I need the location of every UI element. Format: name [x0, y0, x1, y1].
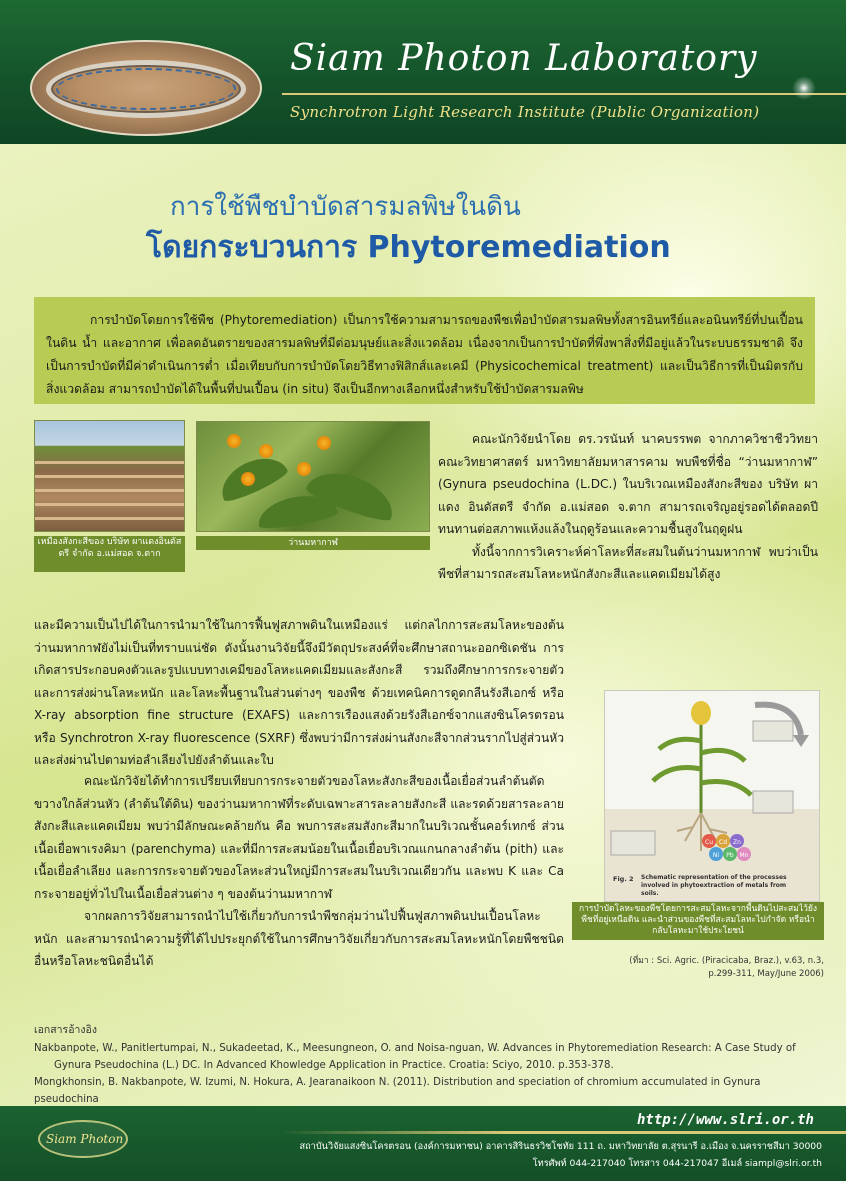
terrace-line	[35, 503, 185, 506]
sparkle-icon	[792, 76, 816, 100]
page-footer	[0, 1106, 846, 1181]
mine-photo-caption: เหมืองสังกะสีของ บริษัท ผาแดงอินดัสตรี จำกัด อ.แม่สอด จ.ตาก	[34, 536, 185, 572]
body-paragraph-3: คณะนักวิจัยได้ทำการเปรียบเทียบการกระจายตัวของโลหะสังกะสีของเนื้อเยื่อส่วนลำต้นตัดขวางใกล้ส่วนหัว (ลำต้นใต้ดิน) ของว่านมหากาฬที่ระดับเฉพาะสารละลายสังกะสี และรดด้วยสารละลายสังกะสีและแคดเมียม พบว่ามีลักษณะคล้ายกัน คือ พบการสะสมสังกะสีมากในบริเวณชั้นคอร์เทกซ์ ส่วนเนื้อเยื่อพาเรงคิมา (parenchyma) และที่มีการสะสมน้อยในเนื้อเยื่อบริเวณแกนกลางลำต้น (pith) และเนื้อเยื่อลำเลียง และการกระจายตัวของโลหะส่วนใหญ่มีการสะสมในบริเวณเดียวกัน และพบ K และ Ca กระจายอยู่ทั่วไปในเนื้อเยื่อส่วนต่าง ๆ ของต้นว่านมหากาฬ	[34, 774, 564, 901]
figure-number: Fig. 2	[613, 875, 634, 883]
flower-shape	[297, 462, 311, 476]
figure-inner-label: Schematic representation of the processes involved in phytoextraction of metals from soils.	[641, 874, 787, 897]
terrace-line	[35, 475, 185, 478]
intro-paragraph: การบำบัดโดยการใช้พืช (Phytoremediation) เป็นการใช้ความสามารถของพืชเพื่อบำบัดสารมลพิษทั้งสารอินทรีย์และอนินทรีย์ที่ปนเปื้อนในดิน น้ำ และอากาศ เพื่อลดอันตรายของสารมลพิษที่มีต่อมนุษย์และสิ่งแวดล้อม เนื่องจากเป็นการบำบัดที่พึ่งพาสิ่งที่มีอยู่แล้วในระบบธรรมชาติ จึงเป็นการบำบัดที่มีค่าดำเนินการต่ำ เมื่อเทียบกับการบำบัดโดยวิธีทางฟิสิกส์และเคมี (Physicochemical treatment) และเป็นวิธีการที่เป็นมิตรกับสิ่งแวดล้อม สามารถบำบัดได้ในพื้นที่ปนเปื้อน (in situ) จึงเป็นอีกทางเลือกหนึ่งสำหรับใช้บำบัดสารมลพิษ	[34, 297, 815, 404]
terrace-line	[35, 489, 185, 492]
flower-shape	[227, 434, 241, 448]
article-heading-line1: การใช้พืชบำบัดสารมลพิษในดิน	[170, 192, 521, 222]
header-divider	[282, 93, 846, 95]
reference-1-cont: Gynura Pseudochina (L.) DC. In Advanced Khowledge Application in Practice. Croatia: Sciyo, 2010. p.353-378.	[54, 1060, 614, 1071]
element-label: Mn	[739, 852, 749, 859]
terrace-line	[35, 517, 185, 520]
website-link[interactable]: http://www.slri.or.th	[636, 1112, 814, 1128]
body-paragraph-1: คณะนักวิจัยนำโดย ดร.วรนันท์ นาคบรรพต จากภาควิชาชีววิทยา คณะวิทยาศาสตร์ มหาวิทยาลัยมหาสารคาม พบพืชที่ชื่อ “ว่านมหากาฬ” (Gynura pseudochina (L.DC.) ในบริเวณเหมืองสังกะสีของ บริษัท ผาแดง อินดัสตรี จำกัด อ.แม่สอด จ.ตาก สามารถเจริญอยู่รอดได้ตลอดปี ทนทานต่อสภาพแห้งแล้งในฤดูร้อนและความชื้นสูงในฤดูฝน	[438, 432, 818, 536]
body-right-column	[438, 428, 818, 586]
element-label: Cd	[719, 839, 727, 846]
flower-shape	[317, 436, 331, 450]
element-label: Cu	[705, 839, 713, 846]
body-lower-column	[34, 770, 564, 973]
phytoextraction-diagram	[604, 690, 820, 902]
figure-source: (ที่มา : Sci. Agric. (Piracicaba, Braz.), v.63, n.3, p.299-311, May/June 2006)	[629, 956, 824, 979]
body-paragraph-4: จากผลการวิจัยสามารถนำไปใช้เกี่ยวกับการนำพืชกลุ่มว่านไปฟื้นฟูสภาพดินปนเปื้อนโลหะหนัก และสามารถนำความรู้ที่ได้ไปประยุกต์ใช้ในการศึกษาวิจัยเกี่ยวกับการสะสมโลหะหนักโดยพืชชนิดอื่นหรือโลหะชนิดอื่นได้	[34, 909, 564, 968]
plant-flower	[691, 701, 711, 725]
institute-address: สถาบันวิจัยแสงซินโครตรอน (องค์การมหาชน) อาคารสิรินธรวิชโชทัย 111 ถ. มหาวิทยาลัย ต.สุรนารี อ.เมือง จ.นครราชสีมา 30000	[299, 1141, 822, 1152]
phytoextraction-svg	[605, 691, 820, 902]
terrace-line	[35, 461, 185, 464]
element-label: Ni	[712, 852, 720, 859]
zinc-mine-photo	[34, 420, 185, 532]
reference-2: Mongkhonsin, B. Nakbanpote, W. Izumi, N. Hokura, A. Jearanaikoon N. (2011). Distribution and speciation of chromium accumulated in Gynura pseudochina	[34, 1077, 761, 1105]
gynura-plant-photo	[196, 421, 430, 532]
footer-divider	[280, 1131, 846, 1134]
body-paragraph-2a: ทั้งนี้จากการวิเคราะห์ค่าโลหะที่สะสมในต้นว่านมหากาฬ พบว่าเป็นพืชที่สามารถสะสมโลหะหนักสังกะสีและแคดเมียมได้สูง	[438, 544, 818, 581]
lab-title: Siam Photon Laboratory	[290, 38, 758, 79]
synchrotron-ring-photo	[30, 40, 262, 136]
footer-address-block	[300, 1138, 823, 1172]
reference-1: Nakbanpote, W., Panitlertumpai, N., Sukadeetad, K., Meesungneon, O. and Noisa-nguan, W. Advances in Phytoremediation Research: A Case Study of	[34, 1043, 796, 1054]
diagram-label-box	[753, 721, 793, 741]
siam-photon-logo-text: Siam Photon	[46, 1132, 124, 1146]
flower-shape	[241, 472, 255, 486]
institute-subtitle: Synchrotron Light Research Institute (Public Organization)	[290, 103, 760, 121]
references-title: เอกสารอ้างอิง	[34, 1024, 97, 1036]
diagram-label-box	[611, 831, 655, 855]
body-paragraph-2b: และมีความเป็นไปได้ในการนำมาใช้ในการฟื้นฟูสภาพดินในเหมืองแร่ แต่กลไกการสะสมโลหะของต้นว่านมหากาฬยังไม่เป็นที่ทราบแน่ชัด ดังนั้นงานวิจัยนี้จึงมีวัตถุประสงค์ที่จะศึกษาสถานะออกซิเดชัน การเกิดสารประกอบคงตัวและรูปแบบทางเคมีของโลหะแคดเมียมและสังกะสี รวมถึงศึกษาการกระจายตัวและการส่งผ่านโลหะหนัก และโลหะพื้นฐานในส่วนต่างๆ ของพืช ด้วยเทคนิคการดูดกลืนรังสีเอกซ์ หรือ X-ray absorption fine structure (EXAFS) และการเรืองแสงด้วยรังสีเอกซ์จากแสงซินโครตรอน หรือ Synchrotron X-ray fluorescence (SXRF) ซึ่งพบว่ามีการส่งผ่านสังกะสีจากส่วนรากไปสู่ส่วนหัว และส่งผ่านไปตามท่อลำเลียงไปยังลำต้นและใบ	[34, 618, 564, 767]
element-label: Zn	[733, 839, 741, 846]
beamline-ring-shape	[56, 68, 236, 110]
article-heading-line2: โดยกระบวนการ Phytoremediation	[146, 230, 671, 265]
institute-contact: โทรศัพท์ 044-217040 โทรสาร 044-217047 อีเมล์ siampl@slri.or.th	[532, 1158, 822, 1169]
figure-caption: การบำบัดโลหะของพืชโดยการสะสมโลหะจากพื้นดินไปสะสมไว้ยังพืชที่อยู่เหนือดิน และนำส่วนของพืชที่สะสมโลหะไปกำจัด หรือนำกลับโลหะมาใช้ประโยชน์	[572, 902, 824, 940]
page-header	[0, 0, 846, 144]
diagram-label-box	[753, 791, 793, 813]
plant-photo-caption: ว่านมหากาฬ	[196, 536, 430, 550]
flower-shape	[259, 444, 273, 458]
element-label: Pb	[726, 852, 734, 859]
